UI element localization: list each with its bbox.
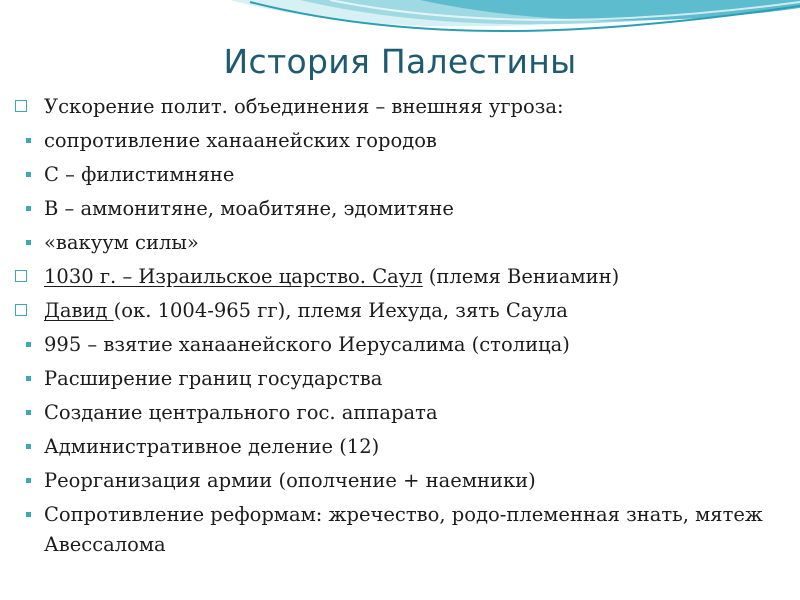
dot-bullet-icon [26, 342, 31, 347]
dot-bullet-icon [26, 444, 31, 449]
item-text: Сопротивление реформам: жречество, родо-племенная знать, мятеж Авессалома [44, 503, 763, 556]
list-item [12, 430, 782, 464]
list-item [12, 124, 782, 158]
dot-bullet-icon [26, 376, 31, 381]
list-item [12, 226, 782, 260]
item-text: сопротивление ханаанейских городов [44, 129, 437, 152]
dot-bullet-icon [26, 172, 31, 177]
dot-bullet-icon [26, 478, 31, 483]
item-text: (ок. 1004-965 гг), племя Иехуда, зять Саула [113, 299, 568, 322]
list-item [12, 158, 782, 192]
dot-bullet-icon [26, 512, 31, 517]
item-text: 995 – взятие ханаанейского Иерусалима (столица) [44, 333, 570, 356]
dot-bullet-icon [26, 410, 31, 415]
list-item [12, 498, 782, 560]
item-text: В – аммонитяне, моабитяне, эдомитяне [44, 197, 454, 220]
list-item [12, 328, 782, 362]
list-item [12, 464, 782, 498]
item-text: Административное деление (12) [44, 435, 380, 458]
dot-bullet-icon [26, 240, 31, 245]
item-text: С – филистимняне [44, 163, 235, 186]
square-bullet-icon [15, 100, 27, 112]
list-item [12, 90, 782, 124]
item-text: «вакуум силы» [44, 231, 199, 254]
list-item [12, 396, 782, 430]
item-text: (племя Вениамин) [422, 265, 620, 288]
list-item [12, 362, 782, 396]
item-text: Расширение границ государства [44, 367, 383, 390]
item-text: Реорганизация армии (ополчение + наемники) [44, 469, 536, 492]
dot-bullet-icon [26, 206, 31, 211]
item-text-underlined: 1030 г. – Израильское царство. Саул [44, 265, 423, 288]
list-item [12, 294, 782, 328]
item-text-underlined: Давид [44, 299, 114, 322]
list-item [12, 192, 782, 226]
square-bullet-icon [15, 304, 27, 316]
slide-title: История Палестины [223, 42, 577, 81]
item-text: Создание центрального гос. аппарата [44, 401, 438, 424]
item-text: Ускорение полит. объединения – внешняя угроза: [44, 95, 564, 118]
square-bullet-icon [15, 270, 27, 282]
list-item [12, 260, 782, 294]
bullet-list [12, 90, 782, 560]
dot-bullet-icon [26, 138, 31, 143]
